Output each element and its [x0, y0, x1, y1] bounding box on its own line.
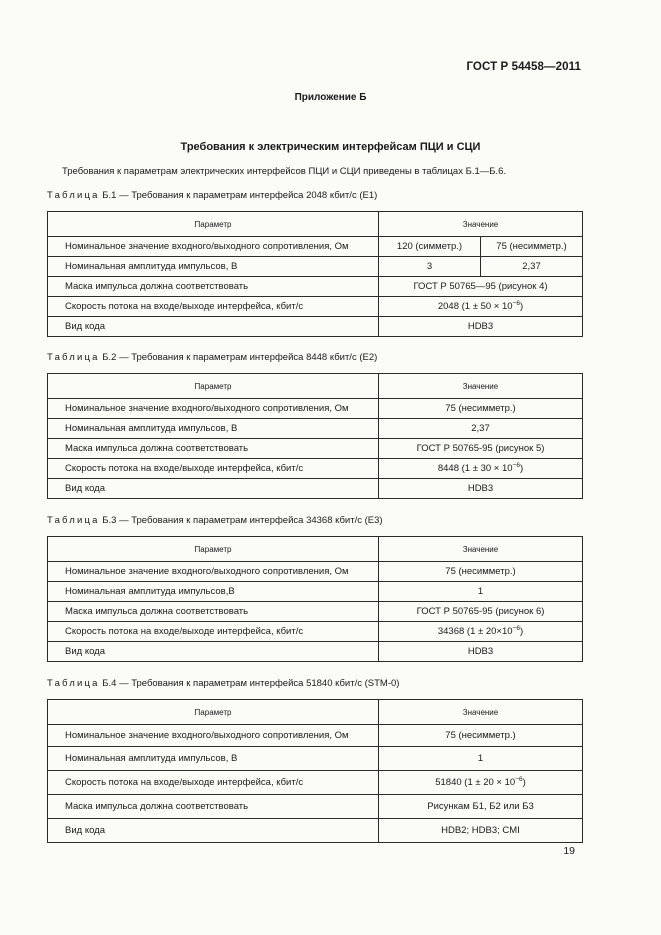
value-cell: 75 (несимметр.): [379, 399, 583, 419]
value-text-end: ): [519, 463, 524, 474]
value-cell: ГОСТ Р 50765-95 (рисунок 6): [379, 602, 583, 622]
value-cell: HDB3: [379, 642, 583, 662]
parameter-cell: Номинальная амплитуда импульсов, В: [48, 419, 379, 439]
parameter-cell: Вид кода: [48, 317, 379, 337]
parameter-cell: Номинальное значение входного/выходного сопротивления, Ом: [48, 562, 379, 582]
table-row: [48, 439, 583, 459]
table-row: [48, 602, 583, 622]
table-row: [48, 642, 583, 662]
parameter-cell: Номинальное значение входного/выходного сопротивления, Ом: [48, 237, 379, 257]
value-exponent: −6: [512, 625, 520, 632]
table-row: [48, 622, 583, 642]
parameter-cell: Вид кода: [48, 479, 379, 499]
parameter-cell: Маска импульса должна соответствовать: [48, 602, 379, 622]
table-row: [48, 747, 583, 771]
value-cell: ГОСТ Р 50765-95 (рисунок 5): [379, 439, 583, 459]
parameter-cell: Номинальная амплитуда импульсов, В: [48, 747, 379, 771]
value-cell: HDB3: [379, 317, 583, 337]
table-row: [48, 819, 583, 843]
caption-text: Б.1 — Требования к параметрам интерфейса 2048 кбит/с (E1): [102, 190, 378, 201]
table-row: [48, 399, 583, 419]
column-header-parameter: Параметр: [48, 537, 379, 562]
table-row: [48, 237, 583, 257]
parameter-cell: Номинальное значение входного/выходного сопротивления, Ом: [48, 399, 379, 419]
table-row: [48, 582, 583, 602]
value-cell: [379, 771, 583, 795]
column-header-parameter: Параметр: [48, 700, 379, 725]
value-cell: 2,37: [379, 419, 583, 439]
column-header-value: Значение: [379, 212, 583, 237]
table-row: [48, 297, 583, 317]
value-cell: HDB2; HDB3; CMI: [379, 819, 583, 843]
value-cell: ГОСТ Р 50765—95 (рисунок 4): [379, 277, 583, 297]
table-row: [48, 419, 583, 439]
value-text: 8448 (1 ± 30 × 10: [437, 463, 513, 474]
table-caption: [47, 352, 377, 363]
table-row: [48, 257, 583, 277]
value-cell: Рисункам Б1, Б2 или Б3: [379, 795, 583, 819]
parameter-cell: Скорость потока на входе/выходе интерфейса, кбит/с: [48, 771, 379, 795]
caption-prefix: Таблица: [47, 515, 100, 526]
parameter-cell: Номинальная амплитуда импульсов, В: [48, 257, 379, 277]
table-caption: [47, 678, 399, 689]
column-header-value: Значение: [379, 374, 583, 399]
value-cell: 75 (несимметр.): [379, 562, 583, 582]
appendix-label: Приложение Б: [294, 92, 367, 103]
column-header-parameter: Параметр: [48, 374, 379, 399]
table-row: [48, 562, 583, 582]
intro-paragraph: Требования к параметрам электрических интерфейсов ПЦИ и СЦИ приведены в таблицах Б.1—Б.6.: [62, 166, 507, 177]
column-header-value: Значение: [379, 537, 583, 562]
table-b4: [47, 699, 583, 843]
value-text: 34368 (1 ± 20×10: [437, 626, 513, 637]
parameter-cell: Вид кода: [48, 819, 379, 843]
value-cell: [379, 459, 583, 479]
value-cell: 120 (симметр.): [379, 237, 481, 257]
value-cell: 1: [379, 582, 583, 602]
column-header-parameter: Параметр: [48, 212, 379, 237]
value-cell: 3: [379, 257, 481, 277]
caption-prefix: Таблица: [47, 352, 100, 363]
value-cell: 75 (несимметр.): [481, 237, 583, 257]
value-exponent: −6: [515, 776, 523, 783]
caption-text: Б.2 — Требования к параметрам интерфейса 8448 кбит/с (E2): [102, 352, 378, 363]
value-exponent: −6: [512, 462, 520, 469]
parameter-cell: Номинальная амплитуда импульсов,В: [48, 582, 379, 602]
table-row: [48, 795, 583, 819]
value-cell: 2,37: [481, 257, 583, 277]
parameter-cell: Скорость потока на входе/выходе интерфейса, кбит/с: [48, 622, 379, 642]
value-text: 2048 (1 ± 50 × 10: [437, 301, 513, 312]
value-text-end: ): [522, 777, 526, 788]
caption-prefix: Таблица: [47, 190, 100, 201]
table-row: [48, 277, 583, 297]
value-cell: [379, 622, 583, 642]
parameter-cell: Маска импульса должна соответствовать: [48, 439, 379, 459]
value-text-end: ): [519, 626, 524, 637]
table-b3: [47, 536, 583, 662]
value-cell: [379, 297, 583, 317]
table-b2: [47, 373, 583, 499]
value-exponent: −6: [512, 300, 520, 307]
parameter-cell: Маска импульса должна соответствовать: [48, 795, 379, 819]
parameter-cell: Вид кода: [48, 642, 379, 662]
table-row: [48, 459, 583, 479]
parameter-cell: Скорость потока на входе/выходе интерфейса, кбит/с: [48, 297, 379, 317]
value-cell: HDB3: [379, 479, 583, 499]
column-header-value: Значение: [379, 700, 583, 725]
caption-text: Б.4 — Требования к параметрам интерфейса 51840 кбит/с (STM-0): [102, 678, 400, 689]
value-text-end: ): [519, 301, 524, 312]
value-cell: 75 (несимметр.): [379, 725, 583, 747]
parameter-cell: Номинальное значение входного/выходного сопротивления, Ом: [48, 725, 379, 747]
table-row: [48, 725, 583, 747]
caption-prefix: Таблица: [47, 678, 100, 689]
table-b1: [47, 211, 583, 337]
value-text: 51840 (1 ± 20 × 10: [435, 777, 516, 788]
table-row: [48, 771, 583, 795]
table-row: [48, 317, 583, 337]
table-row: [48, 479, 583, 499]
parameter-cell: Скорость потока на входе/выходе интерфейса, кбит/с: [48, 459, 379, 479]
section-title: Требования к электрическим интерфейсам ПЦИ и СЦИ: [180, 141, 481, 153]
caption-text: Б.3 — Требования к параметрам интерфейса 34368 кбит/с (E3): [102, 515, 383, 526]
page-number: 19: [563, 845, 575, 857]
value-cell: 1: [379, 747, 583, 771]
table-caption: [47, 190, 377, 201]
table-caption: [47, 515, 383, 526]
parameter-cell: Маска импульса должна соответствовать: [48, 277, 379, 297]
standard-number: ГОСТ Р 54458—2011: [466, 61, 581, 73]
